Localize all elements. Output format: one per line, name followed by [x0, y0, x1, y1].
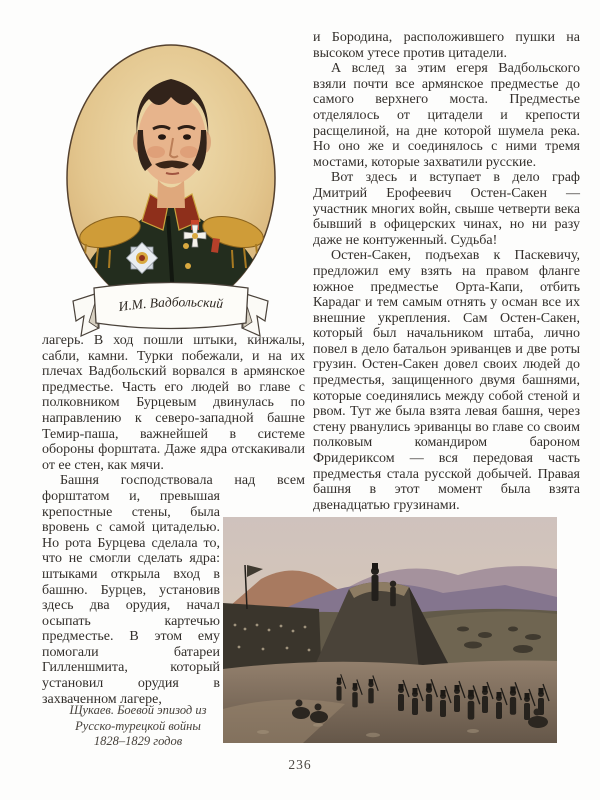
portrait-caption: И.М. Вадбольский — [117, 294, 224, 315]
body-paragraph: Остен-Сакен, подъехав к Паскевичу, предложил ему взять на правом фланге южное предместье Орта-Капи, отбить Карадаг и тем самым отнять у осман все их внешние укрепления. Сам Остен-Сакен, который был начальником штаба, лично повел в дело батальон эриванцев и две роты грузин. Остен-Сакен довел своих людей до предместья, защищенного двумя башнями, которые соединялись между собой стеной и рвом. Тут же была взята левая башня, через стену рванулись эриванцы во главе со своим полковым командиром бароном Фридериксом — вся передовая часть предместья стала русской добычей. Правая башня в этот момент была взята двенадцатью грузинами. — [313, 248, 580, 513]
body-paragraph: лагерь. В ход пошли штыки, кинжалы, сабли, камни. Турки побежали, и на их плечах Вадбольский ворвался в армянское предместье. Часть его людей во главе с полковником Бурцевым двинулась по направлению к северо-западной башне Темир-паша, важнейшей в системе обороны форштата. Даже ядра отскакивали от ее стен, как мячи. — [42, 333, 305, 473]
body-paragraph: Вот здесь и вступает в дело граф Дмитрий Ерофеевич Остен-Сакен — участник многих войн, свыше четверти века бывший в офицерских чинах, но ни разу даже не контуженный. Судьба! — [313, 170, 580, 248]
battle-painting-illustration — [223, 517, 557, 743]
painting-caption-line: 1828–1829 годов — [93, 734, 183, 748]
page-number: 236 — [288, 757, 312, 772]
portrait-illustration — [58, 38, 283, 338]
body-paragraph: и Бородина, расположившего пушки на высоком утесе против цитадели. — [313, 30, 580, 61]
body-paragraph: А вслед за этим егеря Вадбольского взяли почти все армянское предместье до самого верхнего моста. Предместье отделялось от цитадели и крепости расщелиной, на дне которой шумела река. Но оно же и соединялось с ними тремя мостами, которые захватили русские. — [313, 61, 580, 170]
portrait-caption-ribbon — [73, 283, 268, 337]
right-text-column — [313, 30, 580, 513]
painting-caption — [52, 703, 224, 750]
battle-painting — [223, 517, 557, 743]
painting-caption-line: Щукаев. Боевой эпизод из — [69, 703, 207, 717]
portrait-vadbolsky — [58, 38, 283, 338]
painting-caption-line: Русско-турецкой войны — [75, 718, 201, 733]
body-paragraph: Башня господствовала над всем форштатом и, превышая крепостные стены, была вровень с самой цитаделью. Но рота Бурцева сделала то, что не смогли сделать ядра: штыками открыла вход в башню. Бурцев, установив здесь два орудия, начал осыпать картечью предместье. В этом ему помогали батареи Гилленшмита, который установил орудия в захваченном лагере, — [42, 473, 305, 707]
